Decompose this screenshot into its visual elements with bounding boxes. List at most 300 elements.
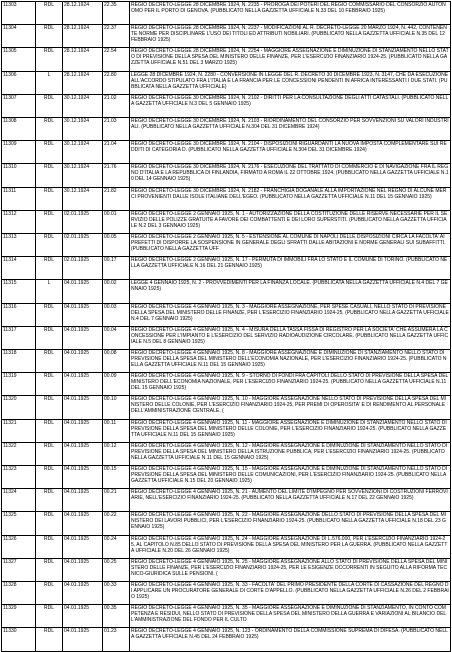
row-text-text: LEGGE 4 GENNAIO 1925, N. 2 - PROVVEDIMENTI PER LA FINANZA LOCALE. (PUBBLICATA NELLA GAZZETTA UFFICIALE N.4 DEL 7 GENNAIO 1925) [131,280,448,293]
table-row [2,48,451,71]
row-code-text: 00.17 [104,257,117,264]
row-text-text: REGIO DECRETO-LEGGE 4 GENNAIO 1925, N. 33 - FACOLTA' DEL PRIMO PRESIDENTE DELLA CORTE DI CASSAZIONE DEL REGNO DI APPLICARE UN PROCURATORE GENERALE DI CORTE D'APPELLO. (PUBBLICATO NELLA GAZZETTA UFFICIALE N.26 DEL 2 FEBBRAIO 1925) [131,582,449,601]
row-code-text: 00.12 [104,442,117,449]
row-code [103,582,130,605]
table-row [2,2,451,25]
row-code-text: 00.05 [104,234,117,241]
row-code-text: 22.80 [104,71,117,78]
row-id-text: 11312 [3,210,17,217]
row-code-text: 00.03 [104,303,117,310]
row-text [130,419,451,442]
row-id [2,164,36,187]
row-id-text: 11316 [3,303,17,310]
row-id-text: 11307 [3,94,17,101]
row-code-text: 01.23 [104,628,117,635]
row-code-text: 00.02 [104,280,117,287]
row-date-text: 04.01.1925 [64,326,90,333]
row-text-text: REGIO DECRETO-LEGGE 4 GENNAIO 1925, N. 35 - MAGGIORE ASSEGNAZIONE E DIMINUZIONE DI STANZIAMENTO, IN CONTO COMPETENZA E RESIDUI, NELLO STATO DI PREVISIONE DELLA SPESA DEL MINISTERO DELLA GUERRA E VARIAZIONI AL BILANCIO DELL'AMMINISTRAZIONE DEL FONDO PER IL CULTO [131,605,447,624]
row-text [130,535,451,558]
row-text-text: REGIO DECRETO-LEGGE 2 GENNAIO 1925, N. 5 - ESTENSIONE AL COMUNE DI NAPOLI DELLE DISPOSIZIONI CIRCA LA FACOLTA' AI PREFETTI DI DISPORRE LA SOSPENSIONE IN GENERALE DEGLI SFRATTI DALLE ABITAZIONI E NORME GENERALI SUI SUBAFFITTI. (PUBBLICATO NELLA GAZZETTA UFF [131,234,446,253]
row-id [2,303,36,326]
row-date-text: 04.01.1925 [64,512,90,519]
table-row [2,164,451,187]
row-date [63,582,103,605]
table-row [2,512,451,535]
row-id [2,466,36,489]
row-date-text: 30.12.1924 [64,187,90,194]
table-row [2,25,451,48]
row-type [36,628,63,651]
row-text [130,605,451,628]
row-type-text: RDL [43,535,54,542]
row-type [36,350,63,373]
row-type [36,535,63,558]
row-type [36,25,63,48]
row-code-text: 21.03 [104,118,117,125]
row-type-text: RDL [43,628,54,635]
row-id [2,25,36,48]
table-row [2,582,451,605]
row-date [63,234,103,257]
row-text-text: REGIO DECRETO-LEGGE 4 GENNAIO 1925, N. 10 - MAGGIORE ASSEGNAZIONE NELLO STATO DI PREVISIONE DELLA SPESA DEL MINISTERO DELLE COLONIE, PER L'ESERCIZIO FINANZIARIO 1924-25, PER PREMI DI OPEROSITA' E DI RENDIMENTO AL PERSONALE DELL'AMMINISTRAZIONE CENTRALE. ( [131,396,447,415]
row-text [130,118,451,141]
row-id-text: 11327 [3,558,17,565]
row-text-text: REGIO DECRETO-LEGGE 4 GENNAIO 1925, N. 11 - MAGGIORE ASSEGNAZIONE E DIMINUZIONE DI STANZIAMENTO NELLO STATO DI PREVISIONE DELLA SPESA DEL MINISTERO DELLE COLONIE, PER L'ESERCIZIO FINANZIARIO 1924-25. (PUBBLICATO NELLA GAZZETTA UFFICIALE N.11 DEL 15 GENNAIO 1925) [131,419,447,438]
row-type-text: RDL [43,2,54,8]
row-id [2,141,36,164]
row-id [2,210,36,233]
row-text [130,466,451,489]
row-code-text: 00.09 [104,373,117,380]
row-type-text: RDL [43,326,54,333]
decree-table-body [2,2,451,652]
row-type-text: RDL [43,558,54,565]
row-code [103,373,130,396]
row-date [63,280,103,303]
row-id-text: 11330 [3,628,17,635]
row-code-text: 00.22 [104,512,117,519]
row-text [130,210,451,233]
row-date-text: 28.12.1924 [64,2,90,8]
row-code-text: 00.25 [104,558,117,565]
row-id-text: 11304 [3,25,17,32]
table-row [2,489,451,512]
table-row [2,535,451,558]
row-date [63,489,103,512]
row-type [36,419,63,442]
row-code-text: 21.82 [104,187,117,194]
row-text-text: REGIO DECRETO-LEGGE 30 DICEMBRE 1924, N. 2103 - RIORDINAMENTO DEL CONSORZIO PER SOVVENZIONI SU VALORI INDUSTRIALI. (PUBBLICATO NELLA GAZZETTA UFFICIALE N.304 DEL 31 DICEMBRE 1924) [131,118,449,131]
row-text [130,489,451,512]
table-row [2,558,451,581]
table-row [2,71,451,94]
row-id [2,94,36,117]
row-code-text: 21.02 [104,94,117,101]
row-text-text: REGIO DECRETO-LEGGE 28 DICEMBRE 1924, N. 2254 - MAGGIORE ASSEGNAZIONE E DIMINUZIONE DI STANZIAMENTO NELLO STATO DI PREVISIONE DELLA SPESA DEL MINISTERO DELLE FINANZE, PER L'ESERCIZIO FINANZIARIO 1924-25. (PUBBLICATO NELLA GAZZETTA UFFICIALE N.51 DEL 3 MARZO 1925) [131,48,449,67]
row-id-text: 11303 [3,2,17,8]
row-id [2,512,36,535]
row-date-text: 02.01.1925 [64,257,90,264]
row-code-text: 00.04 [104,326,117,333]
row-text-text: REGIO DECRETO-LEGGE 4 GENNAIO 1925, N. 9 - STORNO DI FONDI FRA CAPITOLI DELLO STATO DI PREVISIONE DELLA SPESA DEL MINISTERO DELL'ECONOMIA NAZIONALE, PER L'ESERCIZIO FINANZIARIO 1924-25. (PUBBLICATO NELLA GAZZETTA UFFICIALE N.11 DEL 15 GENNAIO 1925) [131,373,449,392]
row-id [2,442,36,465]
row-date-text: 04.01.1925 [64,303,90,310]
row-type-text: RDL [43,442,54,449]
row-id [2,373,36,396]
row-type-text: RDL [43,164,54,171]
row-date-text: 30.12.1924 [64,141,90,148]
table-row [2,141,451,164]
table-row [2,326,451,349]
row-type [36,48,63,71]
row-text-text: REGIO DECRETO-LEGGE 4 GENNAIO 1925, N. 12 - MAGGIORE ASSEGNAZIONE E DIMINUZIONE DI STANZIAMENTO NELLO STATO DI PREVISIONE DELLA SPESA DEL MINISTERO DELLA ISTRUZIONE PUBBLICA, PER L'ESERCIZIO FINANZIARIO 1924-25. (PUBBLICATO NELLA GAZZETTA UFFICIALE N.11 DEL 15 GENNAIO 1925) [131,442,448,461]
row-date-text: 04.01.1925 [64,419,90,426]
row-id-text: 11310 [3,164,17,171]
row-code [103,187,130,210]
row-text [130,141,451,164]
row-text [130,48,451,71]
row-code-text: 00.10 [104,396,117,403]
row-date [63,25,103,48]
row-date [63,466,103,489]
row-text [130,442,451,465]
row-date-text: 04.01.1925 [64,605,90,612]
table-row [2,466,451,489]
row-type-text: RDL [43,512,54,519]
row-type-text: RDL [43,303,54,310]
row-type-text: RDL [43,25,54,32]
row-id-text: 11324 [3,489,17,496]
row-code-text: 22.37 [104,25,117,32]
row-code [103,350,130,373]
row-code-text: 00.35 [104,605,117,612]
row-id [2,396,36,419]
row-type [36,164,63,187]
row-code [103,2,130,25]
row-code [103,396,130,419]
table-row [2,303,451,326]
row-date [63,210,103,233]
row-type-text: L [47,280,51,287]
row-type-text: RDL [43,373,54,380]
row-date [63,71,103,94]
row-type-text: RDL [43,605,54,612]
row-id [2,326,36,349]
row-type [36,257,63,280]
row-code-text: 00.08 [104,350,117,357]
row-text-text: REGIO DECRETO-LEGGE 4 GENNAIO 1925, N. 123 - ORDINAMENTO DELLA COMMISSIONE SUPREMA DI DIFESA. (PUBBLICATO NELLA GAZZETTA UFFICIALE N.45 DEL 24 FEBBRAIO 1925) [131,628,448,641]
row-id [2,234,36,257]
row-date [63,442,103,465]
row-type-text: RDL [43,141,54,148]
row-code [103,210,130,233]
row-date [63,419,103,442]
row-text [130,280,451,303]
row-id-text: 11321 [3,419,17,426]
row-date-text: 04.01.1925 [64,373,90,380]
row-text [130,303,451,326]
row-type [36,141,63,164]
row-code [103,234,130,257]
row-text-text: LEGGE 28 DICEMBRE 1924, N. 2280 - CONVERSIONE IN LEGGE DEL R. DECRETO 30 DICEMBRE 1923, N. 3147, CHE DA ESECUZIONE ALL'ACCORDO STIPULATO FRA L'ITALIA E LA FRANCIA PER LE CONCESSIONI PENDENTI IN AFRICA INTERESSANTI I DUE STATI. (PUBBLICATA NELLA GAZZETTA UFFICIALE) [131,71,449,90]
row-date [63,141,103,164]
row-id [2,628,36,651]
row-code [103,605,130,628]
row-date-text: 28.12.1924 [64,48,90,55]
row-id [2,535,36,558]
row-text-text: REGIO DECRETO-LEGGE 30 DICEMBRE 1924, N. 2182 - FRANCHIGIA DOGANALE ALLA IMPORTAZIONE NEL REGNO DI ALCUNE MERCI PROVENIENTI DALLE ISOLE ITALIANE DELL'EGEO. (PUBBLICATO NELLA GAZZETTA UFFICIALE N.11 DEL 15 GENNAIO 1925) [131,187,447,200]
row-date-text: 04.01.1925 [64,535,90,542]
row-code [103,303,130,326]
table-row [2,187,451,210]
row-id [2,582,36,605]
row-text [130,396,451,419]
row-id-text: 11328 [3,582,17,589]
row-text [130,628,451,651]
row-text [130,558,451,581]
row-type-text: RDL [43,210,54,217]
row-text [130,94,451,117]
row-type [36,2,63,25]
row-code [103,558,130,581]
row-type [36,489,63,512]
row-type-text: RDL [43,118,54,125]
row-text [130,350,451,373]
row-code-text: 00.11 [104,419,117,426]
row-date [63,373,103,396]
row-date [63,558,103,581]
row-type [36,94,63,117]
row-type [36,512,63,535]
row-id [2,71,36,94]
row-code [103,94,130,117]
row-id-text: 11308 [3,118,17,125]
row-id-text: 11317 [3,326,17,333]
table-row [2,118,451,141]
row-date [63,48,103,71]
row-text [130,187,451,210]
row-text-text: REGIO DECRETO-LEGGE 28 DICEMBRE 1924, N. 2235 - PROROGA DEI POTERI DEL REGIO COMMISSARIO DEL CONSORZIO AUTONOMO PER IL PORTO DI GENOVA. (PUBBLICATO NELLA GAZZETTA UFFICIALE N.33 DEL 10 FEBBRAIO 1925) [131,2,446,14]
row-code [103,419,130,442]
row-date-text: 04.01.1925 [64,466,90,473]
table-row [2,442,451,465]
row-id [2,118,36,141]
row-date-text: 30.12.1924 [64,118,90,125]
row-type-text: RDL [43,419,54,426]
row-type [36,582,63,605]
row-code-text: 00.33 [104,582,117,589]
row-code-text: 22.35 [104,2,117,8]
row-code [103,512,130,535]
table-row [2,605,451,628]
row-id [2,558,36,581]
row-date-text: 04.01.1925 [64,350,90,357]
row-text-text: REGIO DECRETO-LEGGE 4 GENNAIO 1925, N. 8 - MAGGIORE ASSEGNAZIONE E DIMINUZIONE DI STANZIAMENTO NELLO STATO DI PREVISIONE DELLA SPESA DEL MINISTERO DELL'ECONOMIA NAZIONALE, PER L'ESERCIZIO FINANZIARIO 1924-25. (PUBBLICATO NELLA GAZZETTA UFFICIALE N.11 DEL 15 GENNAIO 1925) [131,350,447,369]
table-row [2,94,451,117]
row-date [63,303,103,326]
decree-table [1,1,451,652]
row-id-text: 11305 [3,48,17,55]
row-date-text: 28.12.1924 [64,71,90,78]
table-row [2,373,451,396]
row-text-text: REGIO DECRETO-LEGGE 30 DICEMBRE 1924, N. 2102 - DIRITTI PER LA CONSULTAZIONE DEGLI ATTI CATASTALI. (PUBBLICATO NELLA GAZZETTA UFFICIALE N.3 DEL 5 GENNAIO 1925) [131,94,449,107]
row-type-text: RDL [43,396,54,403]
row-date-text: 30.12.1924 [64,94,90,101]
table-row [2,257,451,280]
row-date [63,396,103,419]
row-code [103,164,130,187]
row-id [2,48,36,71]
row-text [130,164,451,187]
row-text-text: REGIO DECRETO-LEGGE 4 GENNAIO 1925, N. 3 - MAGGIORE ASSEGNAZIONE, PER SPESE CASUALI, NELLO STATO DI PREVISIONE DELLA SPESA DEL MINISTERO DELLE FINANZE, PER L'ESERCIZIO FINANZIARIO 1924-25. (PUBBLICATO NELLA GAZZETTA UFFICIALE N.4 DEL 7 GENNAIO 1925) [131,303,449,322]
table-row [2,234,451,257]
row-id-text: 11314 [3,257,17,264]
row-date-text: 04.01.1925 [64,582,90,589]
row-code [103,489,130,512]
row-date [63,512,103,535]
table-row [2,419,451,442]
row-code-text: 00.21 [104,489,117,496]
row-code [103,25,130,48]
table-row [2,280,451,303]
row-id-text: 11309 [3,141,17,148]
row-date [63,2,103,25]
row-type [36,234,63,257]
row-date-text: 28.12.1924 [64,25,90,32]
row-code-text: 00.15 [104,466,117,473]
row-id-text: 11329 [3,605,17,612]
row-text-text: REGIO DECRETO-LEGGE 28 DICEMBRE 1924, N. 2237 - MODIFICAZIONI AL R. DECRETO-LEGGE 20 MARZO 1924, N. 442, CONTENENTE NORME PER DISCIPLINARE L'USO DEI TITOLI ED ATTRIBUTI NOBILIARI. (PUBBLICATO NELLA GAZZETTA UFFICIALE N.35 DEL 12 FEBBRAIO 1925) [131,25,447,44]
row-text-text: REGIO DECRETO-LEGGE 30 DICEMBRE 1924, N. 2176 - ESECUZIONE DEL TRATTATO DI COMMERCIO E DI NAVIGAZIONE FRA IL REGNO D'ITALIA E LA REPUBBLICA DI FINLANDIA, FIRMATO A ROMA IL 22 OTTOBRE 1924. (PUBBLICATO NELLA GAZZETTA UFFICIALE N.10 DEL 14 GENNAIO 1925) [131,164,449,183]
row-type [36,605,63,628]
row-text-text: REGIO DECRETO-LEGGE 4 GENNAIO 1925, N. 21 - AUMENTO DEL LIMITE D'IMPEGNO PER SOVVENZIONI DI COSTRUZIONI FERROVIARIE, NELL'ESERCIZIO FINANZIARIO 1924-25. (PUBBLICATO NELLA GAZZETTA UFFICIALE N.17 DEL 22 GENNAIO 1925) [131,489,448,502]
row-type-text: RDL [43,94,54,101]
row-type [36,466,63,489]
row-id-text: 11319 [3,373,17,380]
row-code-text: 21.04 [104,141,117,148]
row-id-text: 11325 [3,512,17,519]
row-type-text: RDL [43,48,54,55]
row-text [130,373,451,396]
row-text [130,71,451,94]
row-code-text: 21.76 [104,164,117,171]
row-id-text: 11323 [3,466,17,473]
row-type-text: L [47,71,51,78]
table-row [2,628,451,651]
table-row [2,210,451,233]
row-type [36,187,63,210]
row-date-text: 30.12.1924 [64,164,90,171]
row-text-text: REGIO DECRETO-LEGGE 4 GENNAIO 1925, N. 24 - MAGGIORE ASSEGNAZIONE DI L.576.000, PER L'ESERCIZIO FINANZIARIO 1924-25, AL CAPITOLO N.85 DELLO STATO DI PREVISIONE DELLA SPESA DEL MINISTERO PER LA GUERRA. (PUBBLICATO NELLA GAZZETTA UFFICIALE N.20 DEL 26 GENNAIO 1925) [131,535,448,554]
row-code-text: 22.54 [104,48,117,55]
row-id [2,489,36,512]
row-text [130,257,451,280]
row-code [103,118,130,141]
row-code [103,48,130,71]
row-type-text: RDL [43,187,54,194]
row-type [36,280,63,303]
row-id-text: 11311 [3,187,17,194]
row-id-text: 11313 [3,234,17,241]
row-date [63,257,103,280]
row-type [36,210,63,233]
row-type [36,373,63,396]
row-type-text: RDL [43,466,54,473]
row-id-text: 11322 [3,442,17,449]
row-id-text: 11320 [3,396,17,403]
row-id [2,257,36,280]
row-type [36,442,63,465]
row-date [63,605,103,628]
row-date-text: 02.01.1925 [64,210,90,217]
row-date [63,350,103,373]
row-date [63,94,103,117]
row-id [2,2,36,25]
row-text [130,25,451,48]
row-code [103,442,130,465]
row-code [103,280,130,303]
row-type [36,303,63,326]
row-type-text: RDL [43,489,54,496]
row-code [103,141,130,164]
row-text-text: REGIO DECRETO-LEGGE 4 GENNAIO 1925, N. 15 - MAGGIORE ASSEGNAZIONE E DIMINUZIONE DI STANZIAMENTO NELLO STATO DI PREVISIONE DELLA SPESA DEL MINISTERO DELLE COMUNICAZIONI, PER L'ESERCIZIO FINANZIARIO 1924-25. (PUBBLICATO NELLA GAZZETTA UFFICIALE N.15 DEL 20 GENNAIO 1925) [131,466,448,485]
row-date-text: 04.01.1925 [64,489,90,496]
row-id-text: 11318 [3,350,17,357]
row-text [130,234,451,257]
row-date [63,326,103,349]
row-type-text: RDL [43,234,54,241]
row-date [63,628,103,651]
row-id [2,350,36,373]
row-id-text: 11315 [3,280,17,287]
row-date [63,118,103,141]
row-code [103,71,130,94]
row-date [63,535,103,558]
row-date [63,164,103,187]
row-text [130,582,451,605]
row-id-text: 11326 [3,535,17,542]
row-text-text: REGIO DECRETO-LEGGE 2 GENNAIO 1925, N. 17 - PERMUTA DI IMMOBILI FRA LO STATO E IL COMUNE DI TORINO. (PUBBLICATO NELLA GAZZETTA UFFICIALE N.16 DEL 21 GENNAIO 1925) [131,257,448,270]
row-date [63,187,103,210]
row-id [2,280,36,303]
row-date-text: 04.01.1925 [64,558,90,565]
row-id [2,187,36,210]
row-text-text: REGIO DECRETO-LEGGE 4 GENNAIO 1925, N. 4 - MISURA DELLA TASSA FISSA DI REGISTRO PER LA SOCIETA' CHE ASSUMERA LA CONCESSIONE PER L'IMPIANTO E L'ESERCIZIO DEL SERVIZIO RADIOAUDIZIONE CIRCOLARE. (PUBBLICATO NELLA GAZZETTA UFFICIALE N.5 DEL 8 GENNAIO 1925) [131,326,449,345]
row-text [130,326,451,349]
row-text-text: REGIO DECRETO-LEGGE 4 GENNAIO 1925, N. 25 - MAGGIORE ASSEGNAZIONE ALLO STATO DI PREVISIONE DELLA SPESA DEL MINISTERO DELLE FINANZE, PER L'ESERCIZIO FINANZIARIO 1924-25, PER LE ESIGENZE OCCORRENTI IN SEGUITO ALLA RIFORMA TECNICO-GIURIDICA SULLE PENSIONI. ( [131,558,448,577]
row-date-text: 04.01.1925 [64,628,90,635]
row-text [130,2,451,25]
row-text-text: REGIO DECRETO-LEGGE 30 DICEMBRE 1924, N. 2104 - DISPOSIZIONI RIGUARDANTI LA NUOVA IMPOSTA COMPLEMENTARE SUI REDDITI DI CATEGORIA D. (PUBBLICATO NELLA GAZZETTA UFFICIALE N.304 DEL 31 DICEMBRE 1924) [131,141,447,154]
row-type-text: RDL [43,350,54,357]
row-code [103,326,130,349]
row-id [2,419,36,442]
row-type [36,326,63,349]
row-code [103,535,130,558]
table-row [2,350,451,373]
row-type [36,396,63,419]
row-text-text: REGIO DECRETO-LEGGE 4 GENNAIO 1925, N. 22 - MAGGIORE ASSEGNAZIONE DELLO STATO DI PREVISIONE DELLA SPESA DEL MINISTERO DEI LAVORI PUBBLICI, PER L'ESERCIZIO FINANZIARIO 1924-25. (PUBBLICATO NELLA GAZZETTA UFFICIALE N.18 DEL 23 GENNAIO 1925) [131,512,447,531]
row-text [130,512,451,535]
row-date-text: 02.01.1925 [64,234,90,241]
table-row [2,396,451,419]
row-date-text: 04.01.1925 [64,396,90,403]
row-type [36,71,63,94]
row-date-text: 04.01.1925 [64,280,90,287]
row-code [103,466,130,489]
row-code-text: 00.24 [104,535,117,542]
row-date-text: 04.01.1925 [64,442,90,449]
